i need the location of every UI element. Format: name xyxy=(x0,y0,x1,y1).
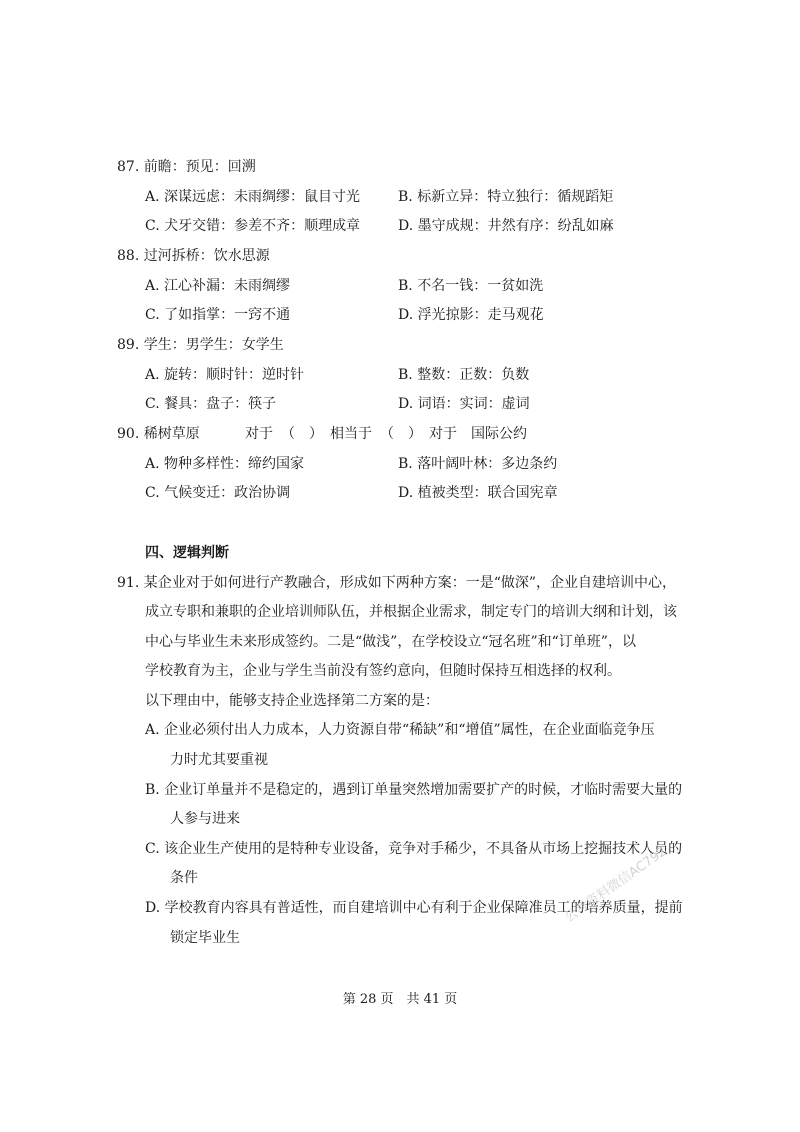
q88-option-a: A. 江心补漏：未雨绸缪 xyxy=(145,278,291,294)
q90-stem-term1: 90. 稀树草原 xyxy=(117,426,200,442)
q91-option-c-line2: 条件 xyxy=(170,870,198,886)
q87-option-c: C. 犬牙交错：参差不齐：顺理成章 xyxy=(145,218,361,234)
q88-option-b: B. 不名一钱：一贫如洗 xyxy=(398,278,544,294)
q91-prompt: 以下理由中，能够支持企业选择第二方案的是： xyxy=(145,693,439,709)
q91-option-b-line2: 人参与进来 xyxy=(170,811,240,827)
watermark: 公考资料微信AC792 xyxy=(562,844,670,926)
q88-option-d: D. 浮光掠影：走马观花 xyxy=(398,307,544,323)
q87-stem: 87. 前瞻：预见：回溯 xyxy=(117,159,256,175)
q90-stem-blank1: （ ） xyxy=(281,426,323,442)
section-heading-logic: 四、逻辑判断 xyxy=(145,545,229,561)
q89-option-d: D. 词语：实词：虚词 xyxy=(398,396,530,412)
q90-stem-duiyu2: 对于 xyxy=(429,426,457,442)
q89-option-c: C. 餐具：盘子：筷子 xyxy=(145,396,277,412)
q89-option-b: B. 整数：正数：负数 xyxy=(398,367,530,383)
q87-option-a: A. 深谋远虑：未雨绸缪：鼠目寸光 xyxy=(145,189,361,205)
q87-option-b: B. 标新立异：特立独行：循规蹈矩 xyxy=(398,189,614,205)
q90-option-a: A. 物种多样性：缔约国家 xyxy=(145,456,305,472)
q91-option-c-line1: C. 该企业生产使用的是特种专业设备，竞争对手稀少，不具备从市场上挖掘技术人员的 xyxy=(145,841,683,857)
q90-stem-blank2: （ ） xyxy=(380,426,422,442)
q89-option-a: A. 旋转：顺时针：逆时针 xyxy=(145,367,305,383)
q89-stem: 89. 学生：男学生：女学生 xyxy=(117,337,284,353)
q88-stem: 88. 过河拆桥：饮水思源 xyxy=(117,248,270,264)
q91-stem-line3: 中心与毕业生未来形成签约。二是“做浅”，在学校设立“冠名班”和“订单班”，以 xyxy=(145,634,636,650)
q91-stem-line4: 学校教育为主，企业与学生当前没有签约意向，但随时保持互相选择的权利。 xyxy=(145,663,621,679)
q91-option-a-line2: 力时尤其要重视 xyxy=(170,752,268,768)
q91-stem-line2: 成立专职和兼职的企业培训师队伍，并根据企业需求，制定专门的培训大纲和计划，该 xyxy=(145,604,677,620)
q91-option-b-line1: B. 企业订单量并不是稳定的，遇到订单量突然增加需要扩产的时候，才临时需要大量的 xyxy=(145,782,683,798)
q90-stem-duiyu1: 对于 xyxy=(245,426,273,442)
q90-stem-term2: 国际公约 xyxy=(471,426,527,442)
q90-option-b: B. 落叶阔叶林：多边条约 xyxy=(398,456,558,472)
q90-option-d: D. 植被类型：联合国宪章 xyxy=(398,485,558,501)
q88-option-c: C. 了如指掌：一窍不通 xyxy=(145,307,291,323)
page-number-footer: 第 28 页 共 41 页 xyxy=(342,992,458,1007)
q91-stem-line1: 91. 某企业对于如何进行产教融合，形成如下两种方案：一是“做深”，企业自建培训中心， xyxy=(117,575,677,591)
q90-option-c: C. 气候变迁：政治协调 xyxy=(145,485,291,501)
q91-option-d-line2: 锁定毕业生 xyxy=(170,930,240,946)
q91-option-a-line1: A. 企业必须付出人力成本，人力资源自带“稀缺”和“增值”属性，在企业面临竞争压 xyxy=(145,722,655,738)
q91-option-d-line1: D. 学校教育内容具有普适性，而自建培训中心有利于企业保障准员工的培养质量，提前 xyxy=(145,900,683,916)
q87-option-d: D. 墨守成规：井然有序：纷乱如麻 xyxy=(398,218,614,234)
q90-stem-xiangdangyu: 相当于 xyxy=(330,426,372,442)
